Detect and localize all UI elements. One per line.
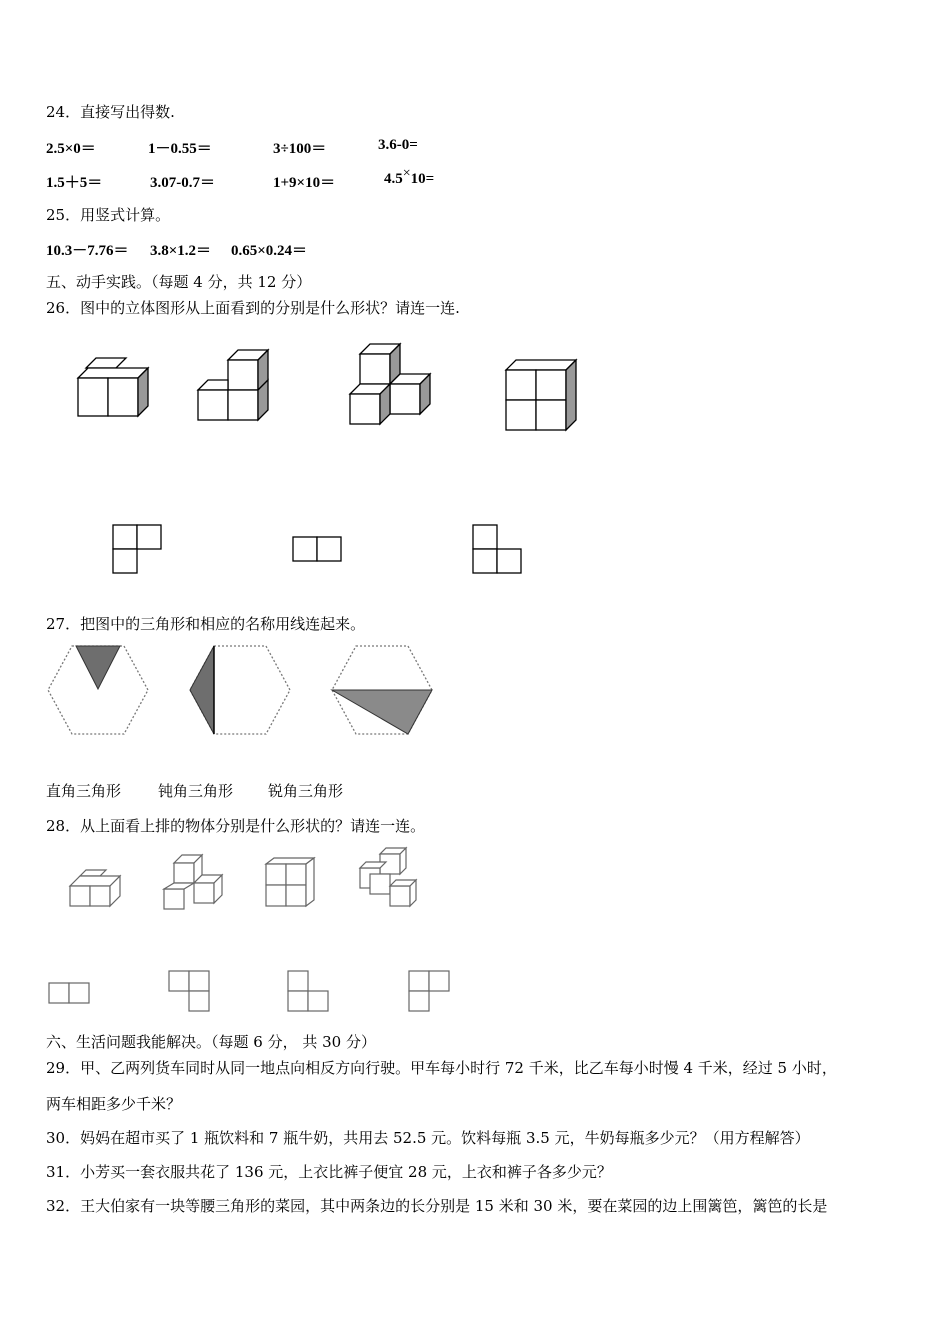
q26-solid-3 (348, 342, 434, 428)
q27-hexagon-3 (330, 644, 434, 736)
q30-text: 30．妈妈在超市买了 1 瓶饮料和 7 瓶牛奶，共用去 52.5 元。饮料每瓶 3.5 元，牛奶每瓶多少元？（用方程解答） (46, 1129, 810, 1147)
q27-hexagon-1 (46, 644, 150, 736)
q26-top-view-3 (472, 524, 522, 574)
q28-top-view-3 (287, 970, 329, 1012)
q26-top-view-1 (112, 524, 162, 574)
q27-label-right: 直角三角形 (46, 782, 122, 800)
q24-item-5: 1.5＋5＝ (46, 175, 103, 191)
q27-label-obtuse: 钝角三角形 (158, 782, 234, 800)
section-6-heading: 六、生活问题我能解决。（每题 6 分， 共 30 分） (46, 1033, 376, 1051)
q24-item-3: 3÷100＝ (273, 141, 327, 157)
q26-solid-1 (76, 366, 152, 418)
q24-item-6: 3.07-0.7＝ (150, 175, 215, 191)
q29-line-1: 29．甲、乙两列货车同时从同一地点向相反方向行驶。甲车每小时行 72 千米，比乙车每小时慢 4 千米，经过 5 小时， (46, 1059, 837, 1077)
q26-solid-4 (504, 358, 580, 432)
q24-item-7: 1+9×10＝ (273, 175, 336, 191)
q24-item-2: 1－0.55＝ (148, 141, 212, 157)
q24-item-8 (384, 166, 435, 188)
q24-item-1: 2.5×0＝ (46, 141, 96, 157)
q32-text: 32．王大伯家有一块等腰三角形的菜园，其中两条边的长分别是 15 米和 30 米，要在菜园的边上围篱笆，篱笆的长是 (46, 1197, 828, 1215)
q29-line-2: 两车相距多少千米？ (46, 1095, 182, 1113)
q25-item-2: 3.8×1.2＝ (150, 243, 212, 259)
multiply-sign-icon: × (402, 166, 411, 181)
q24-item-8-b: 10= (410, 171, 435, 187)
q31-text: 31．小芳买一套衣服共花了 136 元，上衣比裤子便宜 28 元，上衣和裤子各多少元？ (46, 1163, 612, 1181)
q25-item-1: 10.3－7.76＝ (46, 243, 129, 259)
q28-top-view-2 (168, 970, 210, 1012)
q28-top-view-4 (408, 970, 450, 1012)
q27-title: 27．把图中的三角形和相应的名称用线连起来。 (46, 615, 366, 633)
q28-top-view-1 (48, 982, 90, 1004)
q27-hexagon-2 (188, 644, 292, 736)
q26-title: 26．图中的立体图形从上面看到的分别是什么形状？请连一连. (46, 299, 460, 317)
q28-solid-2 (162, 853, 224, 913)
q27-label-acute: 锐角三角形 (268, 782, 344, 800)
q25-title: 25．用竖式计算。 (46, 206, 171, 224)
q28-solid-4 (358, 846, 422, 912)
q26-solid-2 (196, 350, 274, 422)
q26-top-view-2 (292, 536, 342, 562)
q25-item-3: 0.65×0.24＝ (231, 243, 308, 259)
q24-item-4: 3.6-0= (378, 137, 418, 153)
q28-solid-1 (68, 868, 124, 910)
q28-solid-3 (264, 856, 322, 910)
section-5-heading: 五、动手实践。（每题 4 分，共 12 分） (46, 273, 312, 291)
q28-title: 28．从上面看上排的物体分别是什么形状的？请连一连。 (46, 817, 426, 835)
q24-item-8-a: 4.5 (384, 171, 403, 187)
q24-title: 24．直接写出得数. (46, 103, 175, 121)
